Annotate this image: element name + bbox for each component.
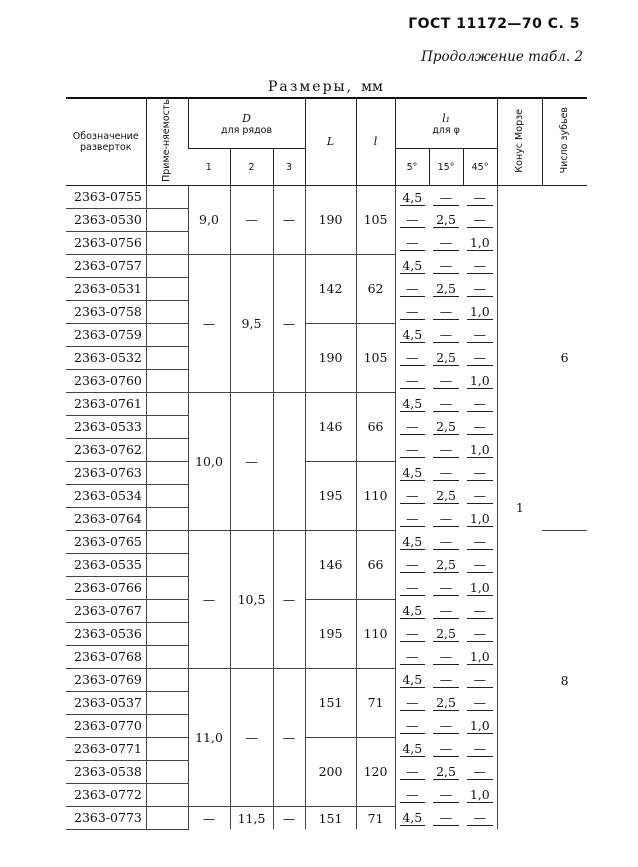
l1-value: 4,5: [400, 191, 426, 206]
l1-phi-15-cell: [429, 783, 463, 806]
l1-value: —: [467, 604, 493, 619]
l1-value: —: [400, 443, 426, 458]
designation-cell: 2363-0769: [66, 668, 146, 691]
applicability-cell: [146, 691, 188, 714]
applicability-cell: [146, 714, 188, 737]
designation-cell: 2363-0535: [66, 553, 146, 576]
l1-value: —: [400, 420, 426, 435]
designation-cell: 2363-0755: [66, 185, 146, 208]
L-cell: 146: [305, 530, 356, 599]
designation-cell: 2363-0538: [66, 760, 146, 783]
d-row-1-cell: 9,0: [188, 185, 230, 254]
l1-phi-15-cell: [429, 323, 463, 346]
l1-value: —: [400, 305, 426, 320]
l1-value: —: [433, 650, 459, 665]
l1-phi-15-cell: [429, 415, 463, 438]
l1-value: 2,5: [433, 765, 459, 780]
l1-value: —: [433, 788, 459, 803]
l1-phi-45-cell: [463, 185, 497, 208]
applicability-cell: [146, 507, 188, 530]
l1-value: —: [400, 558, 426, 573]
l1-value: —: [433, 581, 459, 596]
l1-phi-45-cell: [463, 530, 497, 553]
l1-phi-45-cell: [463, 553, 497, 576]
l1-value: 4,5: [400, 742, 426, 757]
col-header-L: L: [305, 98, 356, 185]
l1-value: 1,0: [467, 305, 493, 320]
col-header-l: l: [356, 98, 395, 185]
d-row-1-cell: 11,0: [188, 668, 230, 806]
teeth-count-cell: 8: [560, 672, 569, 688]
l1-value: —: [400, 374, 426, 389]
l1-phi-15-cell: [429, 392, 463, 415]
l1-value: 1,0: [467, 788, 493, 803]
l1-value: 4,5: [400, 535, 426, 550]
l1-phi-45-cell: [463, 461, 497, 484]
l-cell: 66: [356, 530, 395, 599]
d-row-3-cell: —: [273, 530, 305, 668]
d-row-2-cell: —: [230, 392, 273, 530]
applicability-cell: [146, 530, 188, 553]
l1-value: 2,5: [433, 420, 459, 435]
l1-value: —: [400, 213, 426, 228]
l1-phi-5-cell: [395, 645, 429, 668]
l1-phi-15-cell: [429, 668, 463, 691]
designation-cell: 2363-0536: [66, 622, 146, 645]
applicability-cell: [146, 576, 188, 599]
l1-phi-15-cell: [429, 530, 463, 553]
l1-phi-15-cell: [429, 369, 463, 392]
l1-phi-5-cell: [395, 783, 429, 806]
designation-cell: 2363-0760: [66, 369, 146, 392]
l1-value: —: [467, 213, 493, 228]
designation-cell: 2363-0759: [66, 323, 146, 346]
l1-value: —: [467, 191, 493, 206]
l1-phi-5-cell: [395, 231, 429, 254]
l1-phi-45-cell: [463, 760, 497, 783]
l1-phi-15-cell: [429, 691, 463, 714]
l1-phi-5-cell: [395, 300, 429, 323]
designation-cell: 2363-0767: [66, 599, 146, 622]
designation-cell: 2363-0771: [66, 737, 146, 760]
l1-value: —: [467, 489, 493, 504]
l1-phi-5-cell: [395, 369, 429, 392]
col-header-phi-45: 45°: [463, 149, 497, 186]
l1-value: —: [400, 351, 426, 366]
l1-value: 2,5: [433, 213, 459, 228]
teeth-count-cell: 6: [542, 185, 587, 530]
col-header-row-1: 1: [188, 149, 230, 186]
applicability-cell: [146, 392, 188, 415]
l-cell: 62: [356, 254, 395, 323]
l1-phi-45-cell: [463, 254, 497, 277]
l1-phi-45-cell: [463, 507, 497, 530]
l1-phi-45-cell: [463, 622, 497, 645]
l1-value: 4,5: [400, 673, 426, 688]
l1-phi-5-cell: [395, 415, 429, 438]
l1-value: 4,5: [400, 259, 426, 274]
l1-phi-45-cell: [463, 783, 497, 806]
l1-value: —: [400, 236, 426, 251]
l1-phi-45-cell: [463, 576, 497, 599]
applicability-cell: [146, 277, 188, 300]
l-cell: 110: [356, 461, 395, 530]
designation-cell: 2363-0537: [66, 691, 146, 714]
l1-phi-15-cell: [429, 507, 463, 530]
l1-phi-45-cell: [463, 668, 497, 691]
l1-value: —: [467, 351, 493, 366]
l1-phi-45-cell: [463, 369, 497, 392]
l1-phi-45-cell: [463, 323, 497, 346]
l1-phi-45-cell: [463, 737, 497, 760]
l1-value: —: [433, 673, 459, 688]
designation-cell: 2363-0762: [66, 438, 146, 461]
l1-value: 1,0: [467, 581, 493, 596]
designation-cell: 2363-0531: [66, 277, 146, 300]
l1-value: —: [433, 443, 459, 458]
l1-phi-15-cell: [429, 553, 463, 576]
l1-value: —: [467, 259, 493, 274]
l1-value: —: [400, 788, 426, 803]
l1-phi-5-cell: [395, 461, 429, 484]
l1-value: —: [433, 191, 459, 206]
d-row-2-cell: —: [230, 185, 273, 254]
l1-phi-45-cell: [463, 300, 497, 323]
l1-phi-15-cell: [429, 346, 463, 369]
l-cell: 71: [356, 806, 395, 829]
l1-phi-5-cell: [395, 576, 429, 599]
applicability-cell: [146, 599, 188, 622]
designation-cell: 2363-0533: [66, 415, 146, 438]
col-header-phi-15: 15°: [429, 149, 463, 186]
designation-cell: 2363-0530: [66, 208, 146, 231]
l1-phi-5-cell: [395, 438, 429, 461]
applicability-cell: [146, 668, 188, 691]
l1-value: —: [433, 259, 459, 274]
reamer-dimensions-table: [66, 97, 587, 830]
table-continuation-note: Продолжение табл. 2: [421, 49, 583, 65]
l1-value: 1,0: [467, 374, 493, 389]
l1-phi-45-cell: [463, 691, 497, 714]
l1-phi-15-cell: [429, 737, 463, 760]
l1-phi-5-cell: [395, 392, 429, 415]
L-cell: 190: [305, 323, 356, 392]
l1-value: 1,0: [467, 650, 493, 665]
l1-value: 2,5: [433, 351, 459, 366]
l1-value: —: [433, 742, 459, 757]
l1-phi-15-cell: [429, 622, 463, 645]
l1-phi-15-cell: [429, 254, 463, 277]
l1-phi-45-cell: [463, 438, 497, 461]
l-cell: 66: [356, 392, 395, 461]
applicability-cell: [146, 645, 188, 668]
designation-cell: 2363-0773: [66, 806, 146, 829]
l1-value: 4,5: [400, 397, 426, 412]
l1-phi-15-cell: [429, 185, 463, 208]
designation-cell: 2363-0532: [66, 346, 146, 369]
l1-phi-15-cell: [429, 806, 463, 829]
l1-value: 1,0: [467, 512, 493, 527]
l1-value: 1,0: [467, 236, 493, 251]
l1-value: —: [467, 811, 493, 826]
l1-phi-5-cell: [395, 323, 429, 346]
l1-value: 4,5: [400, 328, 426, 343]
applicability-cell: [146, 415, 188, 438]
page-header-gost: ГОСТ 11172—70 С. 5: [408, 16, 580, 32]
col-header-row-2: 2: [230, 149, 273, 186]
sizes-caption: [268, 79, 383, 95]
d-row-2-cell: 10,5: [230, 530, 273, 668]
designation-cell: 2363-0761: [66, 392, 146, 415]
l1-value: —: [467, 535, 493, 550]
l1-phi-5-cell: [395, 553, 429, 576]
l-cell: 105: [356, 185, 395, 254]
designation-cell: 2363-0758: [66, 300, 146, 323]
l1-value: 1,0: [467, 443, 493, 458]
l1-phi-5-cell: [395, 760, 429, 783]
col-header-d: D для рядов: [188, 98, 305, 149]
l1-value: 4,5: [400, 811, 426, 826]
L-cell: 142: [305, 254, 356, 323]
l1-value: —: [467, 742, 493, 757]
d-row-3-cell: —: [273, 254, 305, 392]
l1-phi-5-cell: [395, 346, 429, 369]
col-header-teeth: Число зубьев: [542, 98, 587, 185]
col-header-morse: Конус Морзе: [497, 98, 542, 185]
l1-value: —: [433, 305, 459, 320]
designation-cell: 2363-0766: [66, 576, 146, 599]
l1-phi-5-cell: [395, 254, 429, 277]
l1-phi-15-cell: [429, 300, 463, 323]
applicability-cell: [146, 254, 188, 277]
l1-value: —: [433, 811, 459, 826]
applicability-cell: [146, 300, 188, 323]
l1-value: —: [400, 581, 426, 596]
l1-value: —: [400, 765, 426, 780]
caption-text: Размеры,: [268, 79, 354, 95]
l1-phi-15-cell: [429, 231, 463, 254]
L-cell: 190: [305, 185, 356, 254]
l1-value: —: [400, 512, 426, 527]
col-header-row-3: 3: [273, 149, 305, 186]
applicability-cell: [146, 484, 188, 507]
l1-phi-15-cell: [429, 714, 463, 737]
l1-phi-5-cell: [395, 599, 429, 622]
l1-value: —: [433, 512, 459, 527]
l1-value: —: [433, 397, 459, 412]
l1-value: —: [400, 282, 426, 297]
l1-phi-15-cell: [429, 576, 463, 599]
applicability-cell: [146, 323, 188, 346]
applicability-cell: [146, 806, 188, 829]
designation-cell: 2363-0757: [66, 254, 146, 277]
l1-phi-45-cell: [463, 208, 497, 231]
d-row-1-cell: 10,0: [188, 392, 230, 530]
l1-value: —: [467, 282, 493, 297]
l1-phi-5-cell: [395, 691, 429, 714]
l1-phi-45-cell: [463, 645, 497, 668]
l1-phi-5-cell: [395, 507, 429, 530]
morse-cone-cell: 1: [515, 500, 524, 516]
l1-phi-45-cell: [463, 392, 497, 415]
l1-phi-5-cell: [395, 208, 429, 231]
d-row-3-cell: [273, 392, 305, 530]
L-cell: 151: [305, 668, 356, 737]
l1-value: —: [467, 558, 493, 573]
l1-value: 2,5: [433, 627, 459, 642]
l1-phi-15-cell: [429, 461, 463, 484]
d-row-3-cell: —: [273, 185, 305, 254]
l1-value: —: [400, 696, 426, 711]
table-row: [66, 185, 587, 208]
l1-value: —: [467, 627, 493, 642]
applicability-cell: [146, 185, 188, 208]
l1-phi-5-cell: [395, 806, 429, 829]
L-cell: 200: [305, 737, 356, 806]
l1-phi-45-cell: [463, 231, 497, 254]
applicability-cell: [146, 553, 188, 576]
l-cell: 71: [356, 668, 395, 737]
l1-value: —: [433, 604, 459, 619]
applicability-cell: [146, 346, 188, 369]
l1-phi-15-cell: [429, 760, 463, 783]
d-row-3-cell: —: [273, 806, 305, 829]
applicability-cell: [146, 783, 188, 806]
l1-value: —: [400, 650, 426, 665]
l1-phi-5-cell: [395, 714, 429, 737]
d-row-2-cell: —: [230, 668, 273, 806]
l1-value: —: [433, 535, 459, 550]
l1-value: 2,5: [433, 282, 459, 297]
l1-phi-45-cell: [463, 277, 497, 300]
l1-phi-5-cell: [395, 622, 429, 645]
l1-phi-15-cell: [429, 599, 463, 622]
l1-phi-5-cell: [395, 185, 429, 208]
designation-cell: 2363-0768: [66, 645, 146, 668]
designation-cell: 2363-0534: [66, 484, 146, 507]
d-row-3-cell: —: [273, 668, 305, 806]
designation-cell: 2363-0763: [66, 461, 146, 484]
l1-value: —: [400, 627, 426, 642]
l1-phi-15-cell: [429, 208, 463, 231]
l1-value: —: [467, 765, 493, 780]
applicability-cell: [146, 208, 188, 231]
designation-cell: 2363-0764: [66, 507, 146, 530]
l-cell: 105: [356, 323, 395, 392]
l1-phi-45-cell: [463, 484, 497, 507]
L-cell: 151: [305, 806, 356, 829]
l1-value: 4,5: [400, 604, 426, 619]
applicability-cell: [146, 461, 188, 484]
applicability-cell: [146, 760, 188, 783]
l1-value: 2,5: [433, 489, 459, 504]
l1-phi-5-cell: [395, 737, 429, 760]
d-row-2-cell: 9,5: [230, 254, 273, 392]
l1-value: —: [400, 489, 426, 504]
l1-phi-45-cell: [463, 714, 497, 737]
designation-cell: 2363-0772: [66, 783, 146, 806]
d-row-1-cell: —: [188, 806, 230, 829]
l1-value: 4,5: [400, 466, 426, 481]
designation-cell: 2363-0770: [66, 714, 146, 737]
l1-value: 2,5: [433, 558, 459, 573]
l-cell: 110: [356, 599, 395, 668]
l1-value: —: [400, 719, 426, 734]
L-cell: 146: [305, 392, 356, 461]
l1-phi-15-cell: [429, 277, 463, 300]
l1-value: —: [433, 719, 459, 734]
L-cell: 195: [305, 461, 356, 530]
l1-value: 1,0: [467, 719, 493, 734]
applicability-cell: [146, 622, 188, 645]
l1-value: —: [433, 374, 459, 389]
l1-value: —: [467, 328, 493, 343]
d-row-2-cell: 11,5: [230, 806, 273, 829]
l1-value: —: [467, 696, 493, 711]
l1-phi-45-cell: [463, 599, 497, 622]
l1-phi-15-cell: [429, 645, 463, 668]
l1-value: —: [433, 328, 459, 343]
l1-phi-45-cell: [463, 415, 497, 438]
col-header-phi-5: 5°: [395, 149, 429, 186]
d-row-1-cell: —: [188, 530, 230, 668]
units-text: мм: [361, 79, 383, 95]
l1-value: —: [467, 420, 493, 435]
l1-value: —: [467, 466, 493, 481]
col-header-designation: Обозначение разверток: [66, 98, 146, 185]
l1-phi-5-cell: [395, 530, 429, 553]
applicability-cell: [146, 369, 188, 392]
applicability-cell: [146, 438, 188, 461]
l1-phi-5-cell: [395, 484, 429, 507]
d-row-1-cell: —: [188, 254, 230, 392]
designation-cell: 2363-0765: [66, 530, 146, 553]
l1-value: —: [433, 466, 459, 481]
l1-phi-15-cell: [429, 484, 463, 507]
l1-value: —: [467, 397, 493, 412]
col-header-l1: l₁ для φ: [395, 98, 497, 149]
l1-phi-5-cell: [395, 277, 429, 300]
l-cell: 120: [356, 737, 395, 806]
l1-phi-15-cell: [429, 438, 463, 461]
l1-phi-5-cell: [395, 668, 429, 691]
l1-phi-45-cell: [463, 346, 497, 369]
applicability-cell: [146, 737, 188, 760]
l1-value: —: [433, 236, 459, 251]
L-cell: 195: [305, 599, 356, 668]
l1-phi-45-cell: [463, 806, 497, 829]
designation-cell: 2363-0756: [66, 231, 146, 254]
l1-value: 2,5: [433, 696, 459, 711]
col-header-applicability: Приме-няемость: [146, 98, 188, 185]
applicability-cell: [146, 231, 188, 254]
l1-value: —: [467, 673, 493, 688]
